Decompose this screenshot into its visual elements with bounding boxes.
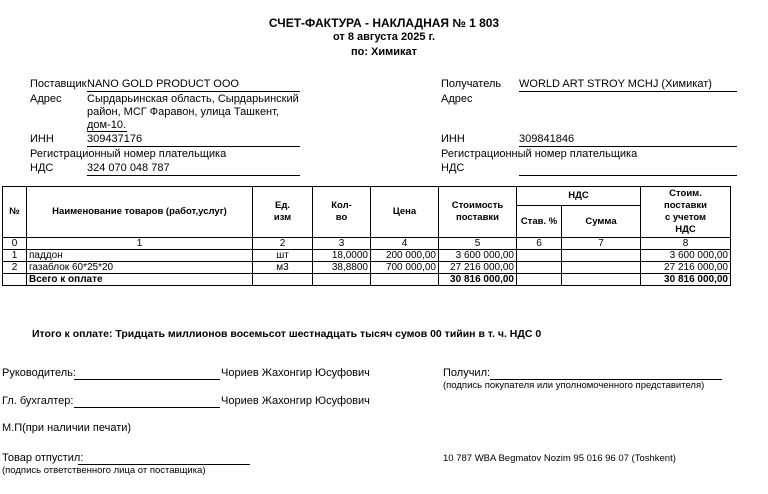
stamp-label: М.П(при наличии печати) [2,422,132,434]
document-date: от 8 августа 2025 г. [332,31,436,43]
row-unit: шт [253,250,313,262]
accountant-name: Чориев Жахонгир Юсуфович [221,395,370,407]
header-vat-rate: Став. % [517,206,562,238]
row-price: 700 000,00 [371,262,439,274]
col-number: 8 [641,238,731,250]
row-qty: 38,8800 [313,262,371,274]
total-empty-cell [253,274,313,286]
col-number: 1 [27,238,253,250]
supplier-address-line-1: Сырдарьинская область, Сырдарьинский [87,93,299,105]
total-label: Всего к оплате [27,274,253,286]
buyer-inn-label: ИНН [441,133,465,145]
supplier-address-line-3: дом-10. [87,119,127,131]
table-row [3,262,731,274]
header-unit: Ед. изм [253,187,313,238]
header-vat: НДС [517,187,641,206]
row-name: паддон [27,250,253,262]
column-numbers-row [3,238,731,250]
received-note: (подпись покупателя или уполномоченного представителя) [443,380,705,391]
row-qty: 18,0000 [313,250,371,262]
supplier-address-line-2: район, МСГ Фаравон, улица Ташкент, [87,106,280,118]
supplier-inn: 309437176 [87,133,143,145]
header-price: Цена [371,187,439,238]
supplier-label: Поставщик [30,78,87,90]
accountant-signature-line [74,407,220,408]
supplier-nds-label: НДС [30,162,54,174]
supplier-nds: 324 070 048 787 [87,162,170,174]
row-total: 3 600 000,00 [641,250,731,262]
row-num: 2 [3,262,27,274]
supplier-reg-label: Регистрационный номер плательщика [30,148,227,160]
table-row [3,250,731,262]
total-in-words: Итого к оплате: Тридцать миллионов восемьсот шестнадцать тысяч сумов 00 тийин в т. ч. НДС 0 [32,328,542,340]
header-cost: Стоимость поставки [439,187,517,238]
buyer-inn: 309841846 [519,133,575,145]
released-note: (подпись ответственного лица от поставщика) [2,465,206,476]
col-number: 5 [439,238,517,250]
col-number: 3 [313,238,371,250]
buyer-address-label: Адрес [441,93,473,105]
row-vat-sum [562,250,641,262]
row-num: 1 [3,250,27,262]
total-cost: 30 816 000,00 [439,274,517,286]
director-signature-line [74,379,220,380]
proxy-info: 10 787 WBA Begmatov Nozim 95 016 96 07 (Toshkent) [443,453,676,464]
document-title: СЧЕТ-ФАКТУРА - НАКЛАДНАЯ № 1 803 [268,16,500,30]
header-num: № [3,187,27,238]
col-number: 4 [371,238,439,250]
header-total: Стоим. поставки с учетом НДС [641,187,731,238]
row-cost: 27 216 000,00 [439,262,517,274]
supplier-inn-underline [87,146,300,147]
total-empty-cell [562,274,641,286]
buyer-reg-label: Регистрационный номер плательщика [441,148,638,160]
document-subject: по: Химикат [350,46,418,58]
total-empty-cell [371,274,439,286]
buyer-name-underline [519,91,737,92]
total-empty-cell [3,274,27,286]
supplier-address-underline [87,131,127,132]
row-price: 200 000,00 [371,250,439,262]
buyer-nds-label: НДС [441,162,465,174]
row-name: газаблок 60*25*20 [27,262,253,274]
buyer-label: Получатель [441,78,502,90]
director-label: Руководитель: [2,367,76,379]
col-number: 7 [562,238,641,250]
header-qty: Кол- во [313,187,371,238]
invoice-table [2,186,731,286]
supplier-address-label: Адрес [30,93,62,105]
row-vat-rate [517,250,562,262]
buyer-name: WORLD ART STROY MCHJ (Химикат) [519,78,712,90]
row-cost: 3 600 000,00 [439,250,517,262]
released-label: Товар отпустил: [2,452,84,464]
header-vat-sum: Сумма [562,206,641,238]
supplier-name: NANO GOLD PRODUCT OOO [87,78,239,90]
col-number: 6 [517,238,562,250]
buyer-inn-underline [519,146,737,147]
total-row [3,274,731,286]
total-empty-cell [517,274,562,286]
director-name: Чориев Жахонгир Юсуфович [221,367,370,379]
supplier-name-underline [87,91,300,92]
col-number: 2 [253,238,313,250]
header-name: Наименование товаров (работ,услуг) [27,187,253,238]
supplier-inn-label: ИНН [30,133,54,145]
row-vat-sum [562,262,641,274]
col-number: 0 [3,238,27,250]
total-with-vat: 30 816 000,00 [641,274,731,286]
total-empty-cell [313,274,371,286]
buyer-nds-underline [519,175,737,176]
row-total: 27 216 000,00 [641,262,731,274]
received-label: Получил: [443,367,491,379]
supplier-nds-underline [87,175,300,176]
accountant-label: Гл. бухгалтер: [2,395,74,407]
row-unit: м3 [253,262,313,274]
row-vat-rate [517,262,562,274]
